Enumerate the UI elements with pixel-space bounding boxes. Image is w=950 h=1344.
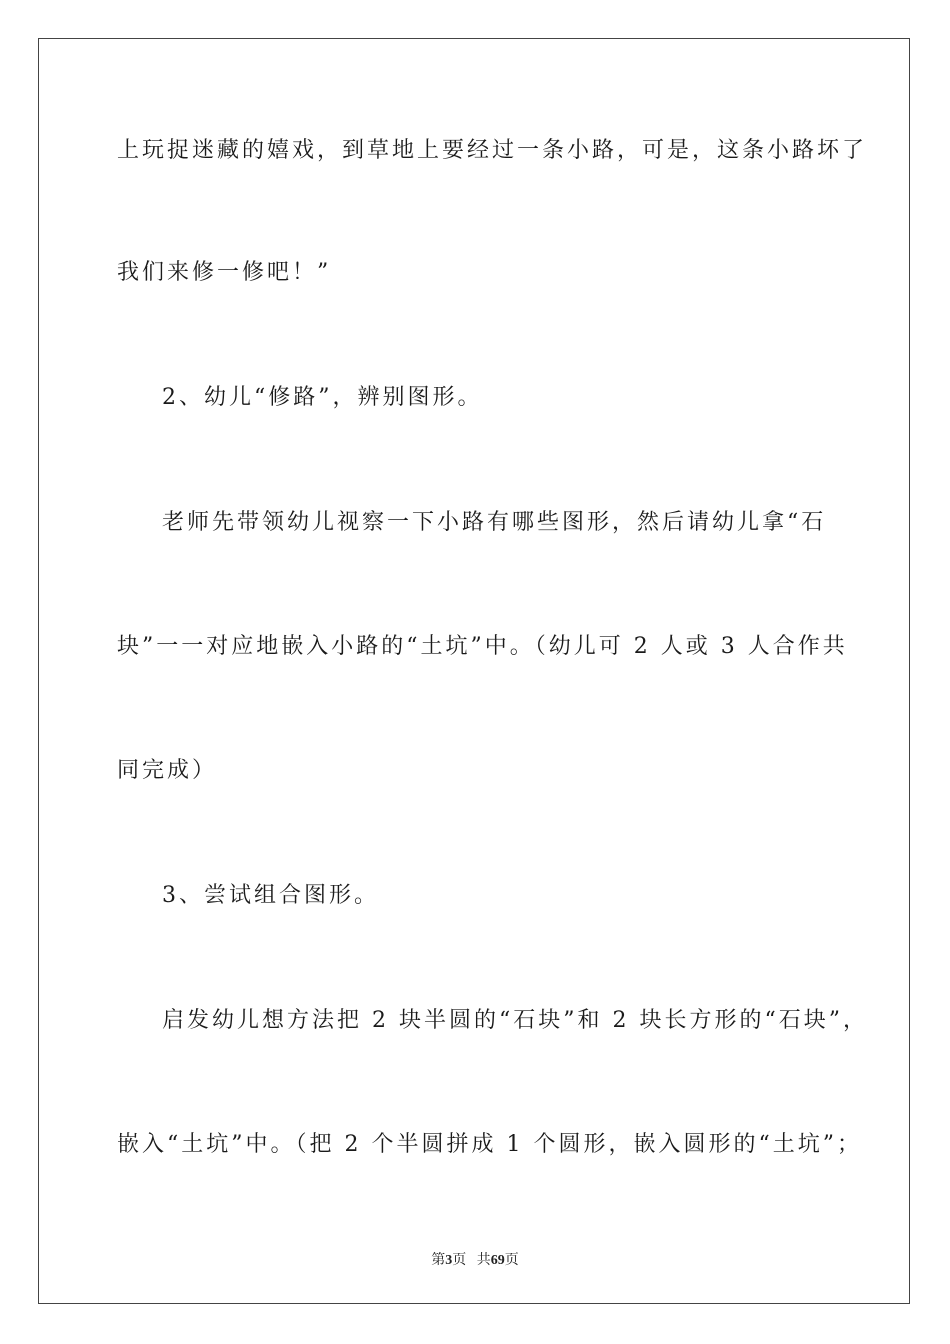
footer-total-suffix: 页 (504, 1253, 519, 1268)
section-heading-2: 2、幼儿“修路”，辨别图形。 (162, 385, 483, 410)
page-footer (0, 1249, 950, 1269)
body-line-8: 启发幼儿想方法把 2 块半圆的“石块”和 2 块长方形的“石块”， (162, 1008, 868, 1033)
body-line-5: 块”一一对应地嵌入小路的“土坑”中。（幼儿可 2 人或 3 人合作共 (117, 634, 848, 659)
footer-total-prefix: 共 (476, 1253, 491, 1268)
body-line-4: 老师先带领幼儿视察一下小路有哪些图形，然后请幼儿拿“石 (162, 510, 827, 535)
body-line-6: 同完成） (117, 758, 218, 783)
footer-page-suffix: 页 (452, 1253, 467, 1268)
body-line-9: 嵌入“土坑”中。（把 2 个半圆拼成 1 个圆形，嵌入圆形的“土坑”； (117, 1132, 862, 1157)
footer-page-number: 3 (445, 1253, 453, 1268)
page-border (38, 38, 910, 1304)
footer-page-prefix: 第 (431, 1253, 446, 1268)
body-line-2: 我们来修一修吧！” (117, 260, 332, 285)
section-heading-3: 3、尝试组合图形。 (162, 883, 379, 908)
footer-total-pages: 69 (490, 1253, 505, 1268)
body-line-1: 上玩捉迷藏的嬉戏，到草地上要经过一条小路，可是，这条小路坏了 (117, 138, 868, 163)
